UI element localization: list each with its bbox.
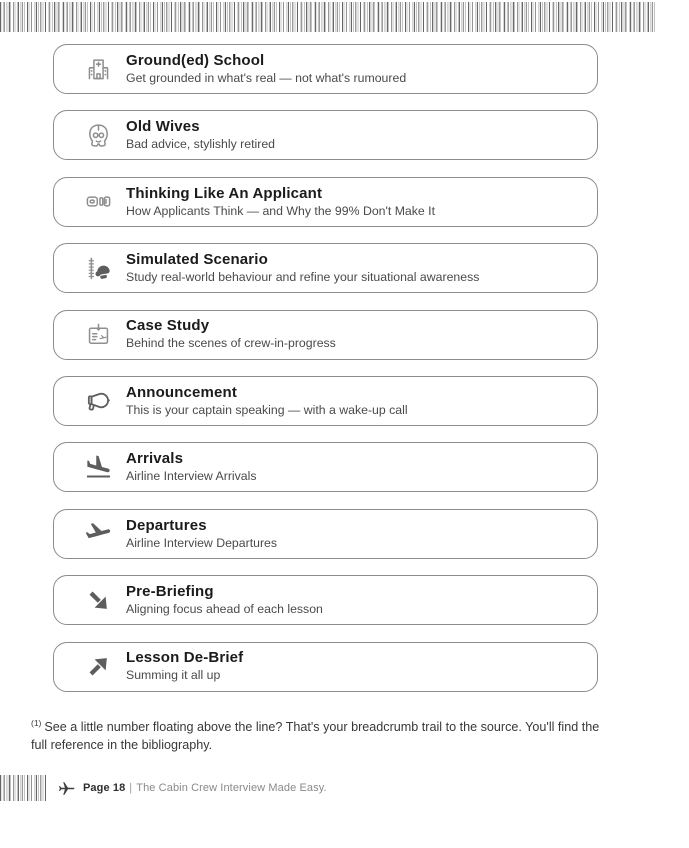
book-title: The Cabin Crew Interview Made Easy. — [136, 782, 327, 794]
decorative-stripes-footer — [0, 775, 48, 801]
card-title: Simulated Scenario — [126, 250, 268, 268]
chapter-card-10 — [53, 642, 598, 692]
card-subtitle: This is your captain speaking — with a wake-up call — [126, 402, 408, 417]
megaphone-icon — [83, 386, 113, 416]
chapter-card-7 — [53, 442, 598, 492]
old-wives-icon — [83, 120, 113, 150]
arrow-down-right-icon — [83, 585, 113, 615]
plane-takeoff-icon — [83, 519, 113, 549]
chapter-card-8 — [53, 509, 598, 559]
brace-position-icon — [83, 253, 113, 283]
arrow-up-right-icon — [83, 652, 113, 682]
seatbelt-icon — [83, 187, 113, 217]
card-title: Departures — [126, 516, 207, 534]
card-subtitle: Study real-world behaviour and refine your situational awareness — [126, 269, 480, 284]
footnote — [31, 714, 601, 754]
card-title: Ground(ed) School — [126, 51, 265, 69]
chapter-card-3 — [53, 177, 598, 227]
card-title: Case Study — [126, 317, 210, 335]
card-subtitle: Behind the scenes of crew-in-progress — [126, 336, 336, 351]
chapter-card-2 — [53, 110, 598, 160]
footnote-text: See a little number floating above the line? That's your breadcrumb trail to the source. You'll find the full reference in the bibliography. — [31, 720, 600, 753]
footnote-marker: (1) — [31, 718, 42, 728]
card-subtitle: Get grounded in what's real — not what's rumoured — [126, 70, 407, 85]
id-badge-icon — [83, 320, 113, 350]
page-footer — [0, 774, 327, 802]
card-subtitle: Aligning focus ahead of each lesson — [126, 601, 323, 616]
chapter-card-4 — [53, 243, 598, 293]
card-title: Old Wives — [126, 118, 200, 136]
card-title: Lesson De-Brief — [126, 649, 244, 667]
chapter-card-1 — [53, 44, 598, 94]
footer-separator: | — [129, 782, 133, 794]
card-subtitle: Airline Interview Arrivals — [126, 469, 257, 484]
card-subtitle: Bad advice, stylishly retired — [126, 137, 275, 152]
chapter-card-6 — [53, 376, 598, 426]
plane-landing-icon — [83, 452, 113, 482]
chapter-card-list — [53, 44, 598, 692]
page-number: Page 18 — [83, 782, 126, 794]
card-subtitle: How Applicants Think — and Why the 99% Don't Make It — [126, 203, 436, 218]
card-subtitle: Summing it all up — [126, 668, 221, 683]
card-subtitle: Airline Interview Departures — [126, 535, 278, 550]
airplane-icon — [57, 779, 76, 798]
card-title: Arrivals — [126, 450, 184, 468]
card-title: Thinking Like An Applicant — [126, 184, 323, 202]
card-title: Pre-Briefing — [126, 582, 214, 600]
decorative-stripes-top — [0, 2, 656, 32]
footer-text — [83, 782, 327, 794]
chapter-card-5 — [53, 310, 598, 360]
chapter-card-9 — [53, 575, 598, 625]
school-building-icon — [83, 54, 113, 84]
card-title: Announcement — [126, 383, 237, 401]
